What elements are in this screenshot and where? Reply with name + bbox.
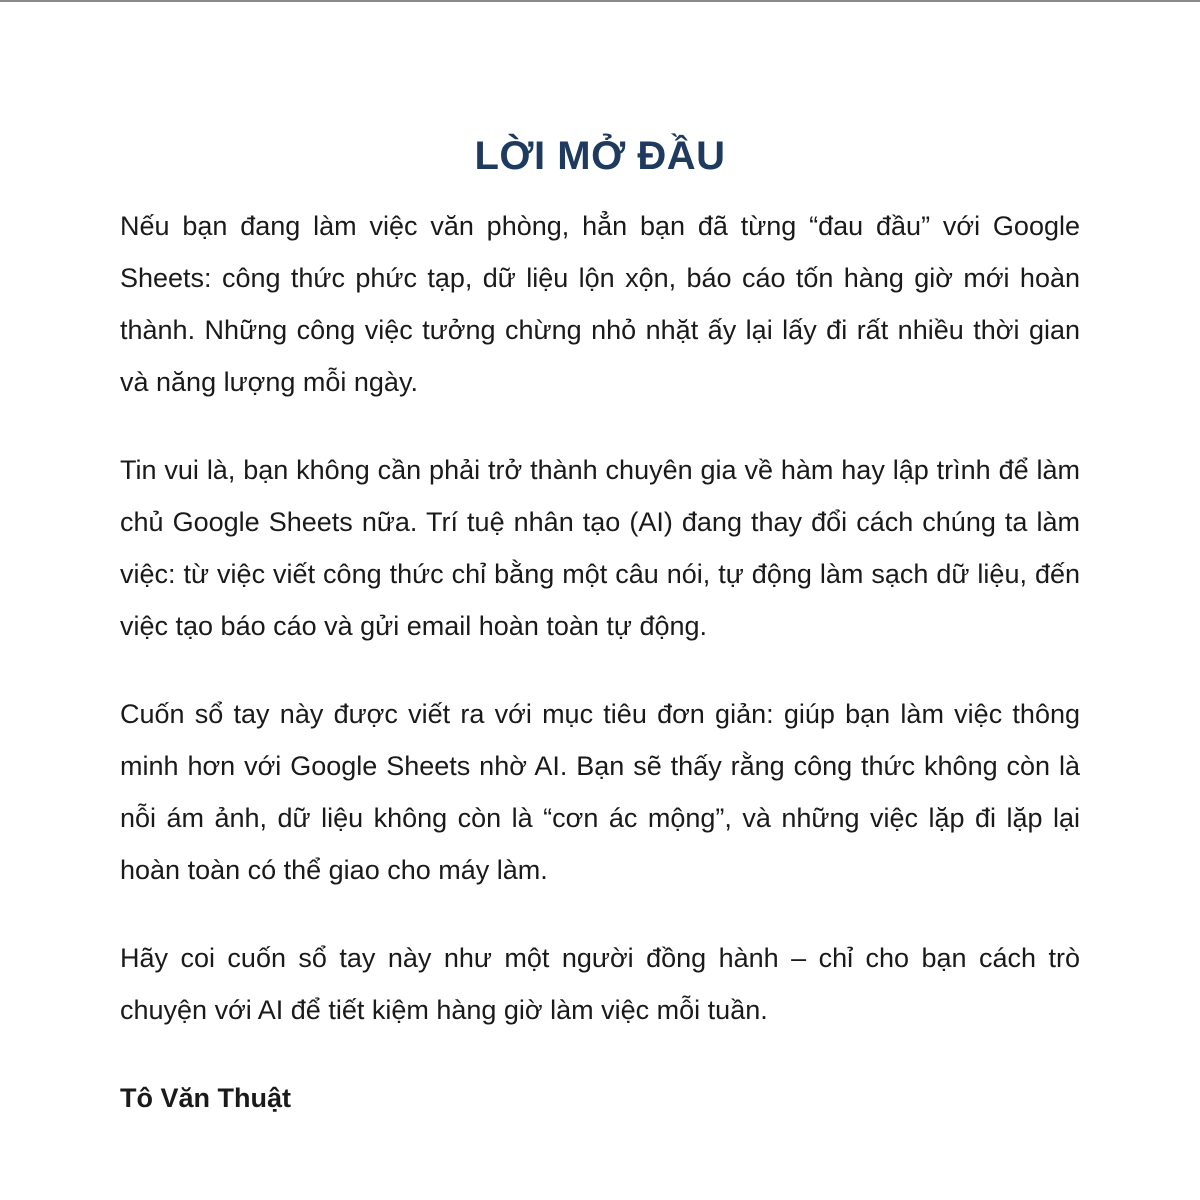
author-signature: Tô Văn Thuật — [120, 1083, 291, 1113]
page-title: LỜI MỞ ĐẦU — [474, 134, 726, 178]
document-content — [120, 128, 1080, 1124]
paragraph-1: Nếu bạn đang làm việc văn phòng, hẳn bạn đã từng “đau đầu” với Google Sheets: công thức phức tạp, dữ liệu lộn xộn, báo cáo tốn hàng giờ mới hoàn thành. Những công việc tưởng chừng nhỏ nhặt ấy lại lấy đi rất nhiều thời gian và năng lượng mỗi ngày. — [120, 211, 1080, 397]
paragraph-4: Hãy coi cuốn sổ tay này như một người đồng hành – chỉ cho bạn cách trò chuyện với AI để tiết kiệm hàng giờ làm việc mỗi tuần. — [120, 943, 1080, 1025]
paragraph-3: Cuốn sổ tay này được viết ra với mục tiêu đơn giản: giúp bạn làm việc thông minh hơn với Google Sheets nhờ AI. Bạn sẽ thấy rằng công thức không còn là nỗi ám ảnh, dữ liệu không còn là “cơn ác mộng”, và những việc lặp đi lặp lại hoàn toàn có thể giao cho máy làm. — [120, 699, 1080, 885]
paragraph-2: Tin vui là, bạn không cần phải trở thành chuyên gia về hàm hay lập trình để làm chủ Google Sheets nữa. Trí tuệ nhân tạo (AI) đang thay đổi cách chúng ta làm việc: từ việc viết công thức chỉ bằng một câu nói, tự động làm sạch dữ liệu, đến việc tạo báo cáo và gửi email hoàn toàn tự động. — [120, 455, 1080, 641]
